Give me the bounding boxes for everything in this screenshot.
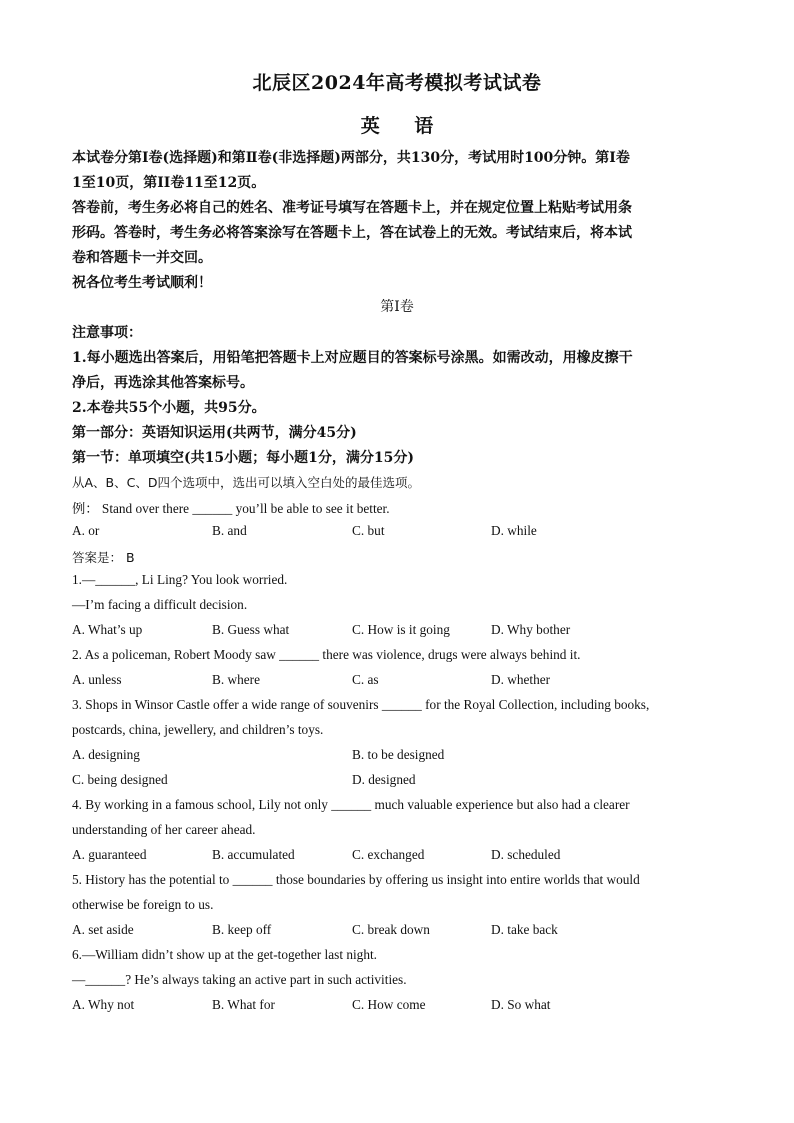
answer-option: A. What’s up — [72, 622, 143, 637]
note-item: 2.本卷共55个小题，共95分。 — [72, 400, 266, 416]
example-answer: 答案是： B — [72, 550, 135, 565]
answer-option: C. How come — [352, 997, 426, 1012]
note-item: 1.每小题选出答案后，用铅笔把答题卡上对应题目的答案标号涂黑。如需改动，用橡皮擦干 — [72, 350, 633, 366]
subsection-heading: 第一节：单项填空(共15小题；每小题1分，满分15分) — [72, 450, 414, 466]
example-stem: 例： Stand over there ______ you’ll be able to see it better. — [72, 501, 390, 516]
answer-option: A. designing — [72, 747, 140, 762]
answer-option: B. Guess what — [212, 622, 290, 637]
question-stem: postcards, china, jewellery, and children’s toys. — [72, 722, 324, 737]
section-title: 第I卷 — [380, 299, 414, 315]
answer-option: D. designed — [352, 772, 416, 787]
answer-option: C. How is it going — [352, 622, 450, 637]
answer-option: A. Why not — [72, 997, 135, 1012]
question-stem: 2. As a policeman, Robert Moody saw ______ there was violence, drugs were always behind it. — [72, 647, 581, 662]
question-stem: —I’m facing a difficult decision. — [72, 597, 248, 612]
answer-option: D. take back — [491, 922, 558, 937]
answer-option: C. as — [352, 672, 379, 687]
exam-title: 北辰区2024年高考模拟考试试卷 — [252, 72, 542, 94]
intro-line: 卷和答题卡一并交回。 — [72, 250, 212, 266]
question-stem: 5. History has the potential to ______ those boundaries by offering us insight into entire worlds that would — [72, 872, 640, 887]
question-stem: —______? He’s always taking an active part in such activities. — [72, 972, 407, 987]
answer-option: C. being designed — [72, 772, 168, 787]
example-option: A. or — [72, 523, 100, 538]
answer-option: B. to be designed — [352, 747, 445, 762]
intro-line: 形码。答卷时，考生务必将答案涂写在答题卡上，答在试卷上的无效。考试结束后，将本试 — [72, 225, 632, 241]
answer-option: B. What for — [212, 997, 275, 1012]
answer-option: D. scheduled — [491, 847, 561, 862]
answer-option: B. keep off — [212, 922, 272, 937]
intro-line: 答卷前，考生务必将自己的姓名、准考证号填写在答题卡上，并在规定位置上粘贴考试用条 — [72, 200, 632, 216]
intro-line: 祝各位考生考试顺利！ — [72, 275, 212, 291]
example-option: B. and — [212, 523, 247, 538]
intro-line: 本试卷分第Ⅰ卷(选择题)和第Ⅱ卷(非选择题)两部分，共130分，考试用时100分钟。第I卷 — [72, 150, 630, 166]
answer-option: D. Why bother — [491, 622, 571, 637]
answer-option: B. where — [212, 672, 260, 687]
answer-option: C. exchanged — [352, 847, 425, 862]
question-stem: 3. Shops in Winsor Castle offer a wide range of souvenirs ______ for the Royal Collection, including books, — [72, 697, 650, 712]
part-heading: 第一部分：英语知识运用(共两节，满分45分) — [72, 425, 357, 441]
instruction-text: 从A、B、C、D四个选项中，选出可以填入空白处的最佳选项。 — [72, 475, 420, 490]
question-stem: 1.—______, Li Ling? You look worried. — [72, 572, 288, 587]
answer-option: B. accumulated — [212, 847, 295, 862]
example-option: C. but — [352, 523, 385, 538]
answer-option: C. break down — [352, 922, 430, 937]
answer-option: D. whether — [491, 672, 551, 687]
question-stem: 6.—William didn’t show up at the get-together last night. — [72, 947, 377, 962]
example-option: D. while — [491, 523, 537, 538]
answer-option: D. So what — [491, 997, 551, 1012]
question-stem: otherwise be foreign to us. — [72, 897, 214, 912]
answer-option: A. unless — [72, 672, 122, 687]
intro-line: 1至10页，第II卷11至12页。 — [72, 175, 266, 191]
answer-option: A. guaranteed — [72, 847, 147, 862]
answer-option: A. set aside — [72, 922, 134, 937]
subject-title: 英 语 — [360, 115, 448, 137]
note-item: 净后，再选涂其他答案标号。 — [72, 375, 254, 391]
question-stem: understanding of her career ahead. — [72, 822, 256, 837]
question-stem: 4. By working in a famous school, Lily not only ______ much valuable experience but also had a clearer — [72, 797, 630, 812]
notes-heading: 注意事项： — [72, 325, 142, 341]
